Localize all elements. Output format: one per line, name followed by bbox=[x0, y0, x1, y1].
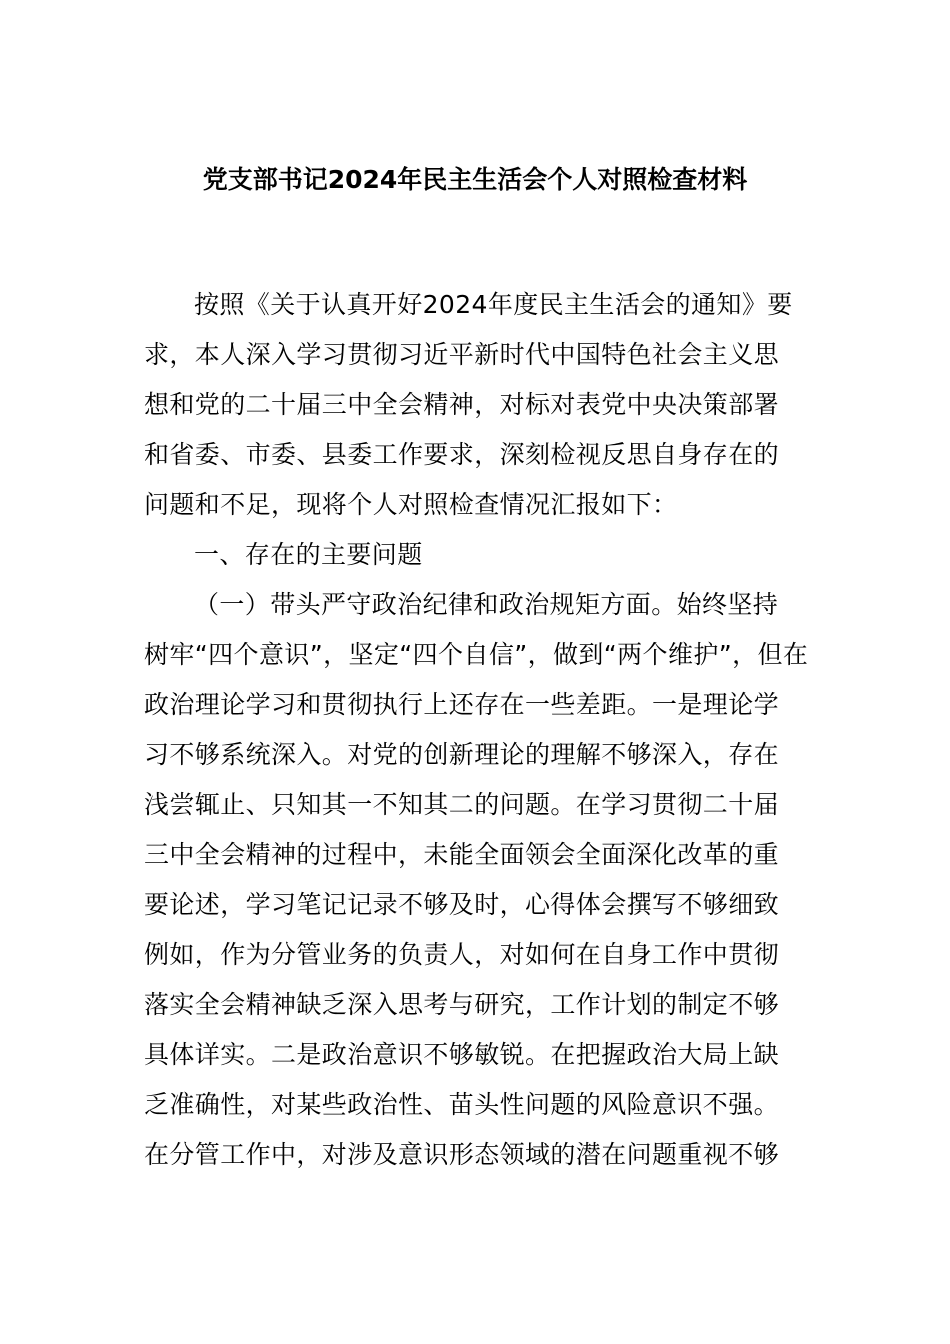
body-line: 一、存在的主要问题 bbox=[194, 540, 423, 569]
body-line: 在分管工作中，对涉及意识形态领域的潜在问题重视不够 bbox=[144, 1140, 780, 1169]
body-line: 例如，作为分管业务的负责人，对如何在自身工作中贯彻 bbox=[144, 940, 780, 969]
body-line: 政治理论学习和贯彻执行上还存在一些差距。一是理论学 bbox=[144, 690, 780, 719]
body-line: 具体详实。二是政治意识不够敏锐。在把握政治大局上缺 bbox=[144, 1040, 780, 1069]
body-line: 三中全会精神的过程中，未能全面领会全面深化改革的重 bbox=[144, 840, 780, 869]
document-body bbox=[144, 280, 808, 1180]
body-line: 要论述，学习笔记记录不够及时，心得体会撰写不够细致 bbox=[144, 890, 780, 919]
body-line: （一）带头严守政治纪律和政治规矩方面。始终坚持 bbox=[194, 590, 779, 619]
body-line: 问题和不足，现将个人对照检查情况汇报如下： bbox=[144, 490, 678, 519]
body-line: 浅尝辄止、只知其一不知其二的问题。在学习贯彻二十届 bbox=[144, 790, 780, 819]
body-line: 和省委、市委、县委工作要求，深刻检视反思自身存在的 bbox=[144, 440, 780, 469]
body-line: 习不够系统深入。对党的创新理论的理解不够深入，存在 bbox=[144, 740, 780, 769]
body-line: 落实全会精神缺乏深入思考与研究，工作计划的制定不够 bbox=[144, 990, 780, 1019]
body-line: 树牢“四个意识”，坚定“四个自信”，做到“两个维护”，但在 bbox=[144, 640, 809, 669]
body-line: 想和党的二十届三中全会精神，对标对表党中央决策部署 bbox=[144, 390, 780, 419]
body-line: 乏准确性，对某些政治性、苗头性问题的风险意识不强。 bbox=[144, 1090, 780, 1119]
document-title: 党支部书记2024年民主生活会个人对照检查材料 bbox=[202, 165, 748, 194]
body-line: 求，本人深入学习贯彻习近平新时代中国特色社会主义思 bbox=[144, 340, 780, 369]
body-line: 按照《关于认真开好2024年度民主生活会的通知》要 bbox=[194, 290, 793, 319]
